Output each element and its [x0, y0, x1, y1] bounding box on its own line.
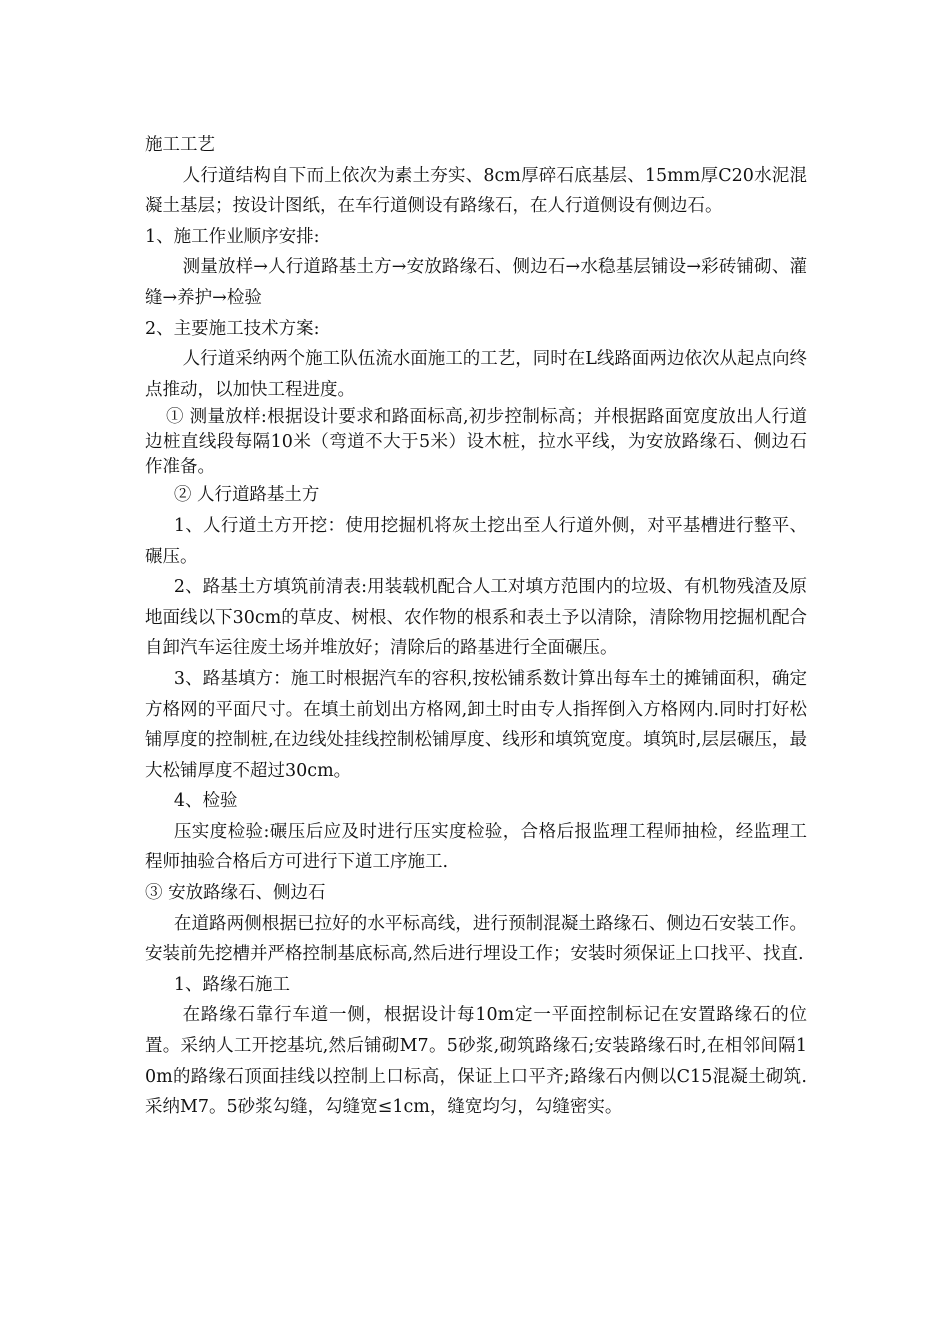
paragraph-excavation: 1、人行道土方开挖：使用挖掘机将灰土挖出至人行道外侧，对平基槽进行整平、碾压。: [145, 515, 807, 567]
item-curb-installation: ③ 安放路缘石、侧边石: [145, 883, 326, 904]
section-title: 施工工艺: [145, 135, 215, 155]
heading-sequence: 1、施工作业顺序安排:: [145, 226, 320, 247]
heading-inspection: 4、检验: [173, 791, 238, 812]
paragraph-inspection: 压实度检验:碾压后应及时进行压实度检验，合格后报监理工程师抽检，经监理工程师抽验合格后方可进行下道工序施工.: [145, 821, 807, 873]
paragraph-clearing: 2、路基土方填筑前清表:用装载机配合人工对填方范围内的垃圾、有机物残渣及原地面线以下30cm的草皮、树根、农作物的根系和表土予以清除，清除物用挖掘机配合自卸汽车运往废土场并堆放好；清除后的路基进行全面碾压。: [145, 577, 807, 659]
paragraph-technical-plan: 人行道采纳两个施工队伍流水面施工的工艺，同时在L线路面两边依次从起点向终点推动，以加快工程进度。: [145, 349, 807, 400]
paragraph-filling: 3、路基填方：施工时根据汽车的容积,按松铺系数计算出每车土的摊铺面积，确定方格网的平面尺寸。在填土前划出方格网,卸土时由专人指挥倒入方格网内.同时打好松铺厚度的控制桩,在边线处挂线控制松铺厚度、线形和填筑宽度。填筑时,层层碾压，最大松铺厚度不超过30cm。: [145, 668, 807, 781]
heading-technical-plan: 2、主要施工技术方案:: [145, 318, 320, 339]
paragraph-curb-construction: 在路缘石靠行车道一侧，根据设计每10m定一平面控制标记在安置路缘石的位置。采纳人工开挖基坑,然后铺砌M7。5砂浆,砌筑路缘石;安装路缘石时,在相邻间隔10m的路缘石顶面挂线以控制上口标高，保证上口平齐;路缘石内侧以C15混凝土砌筑.采纳M7。5砂浆勾缝，勾缝宽≤1cm，缝宽均匀，勾缝密实。: [145, 1005, 807, 1118]
paragraph-curb-installation: 在道路两侧根据已拉好的水平标高线，进行预制混凝土路缘石、侧边石安装工作。安装前先挖槽并严格控制基底标高,然后进行埋设工作；安装时须保证上口找平、找直.: [145, 913, 807, 965]
paragraph-structure: 人行道结构自下而上依次为素土夯实、8cm厚碎石底基层、15mm厚C20水泥混凝土基层；按设计图纸，在车行道侧设有路缘石，在人行道侧设有侧边石。: [145, 165, 807, 217]
heading-curb-construction: 1、路缘石施工: [173, 974, 291, 995]
document-body: [145, 130, 807, 1123]
item-subgrade-earthwork: ② 人行道路基土方: [173, 485, 320, 506]
paragraph-sequence: 测量放样→人行道路基土方→安放路缘石、侧边石→水稳基层铺设→彩砖铺砌、灌缝→养护→检验: [145, 257, 807, 308]
item-survey-layout: ① 测量放样:根据设计要求和路面标高,初步控制标高；并根据路面宽度放出人行道边桩直线段每隔10米（弯道不大于5米）设木桩，拉水平线，为安放路缘石、侧边石作准备。: [145, 407, 807, 478]
